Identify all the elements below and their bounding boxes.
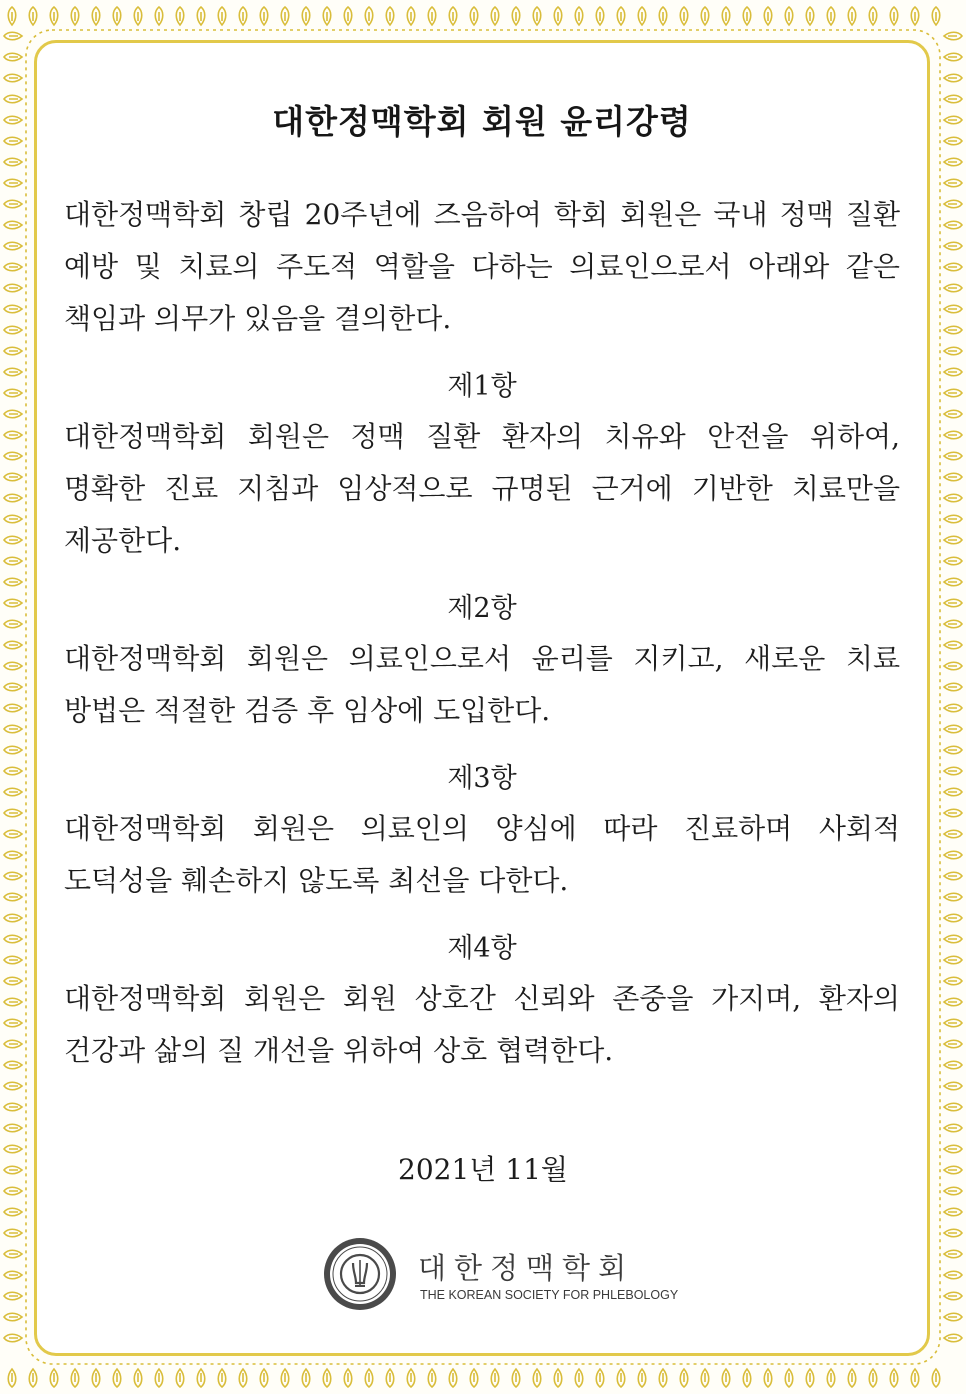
border-ornament: [944, 683, 962, 691]
border-ornament: [4, 809, 22, 817]
border-ornament: [944, 851, 962, 859]
organization-name-korean: 대한정맥학회: [418, 1251, 635, 1285]
border-ornament: [4, 1061, 22, 1069]
border-ornament: [944, 704, 962, 712]
border-ornament: [8, 7, 16, 25]
border-ornament: [323, 1369, 331, 1387]
border-ornament: [944, 242, 962, 250]
organization-name-english: THE KOREAN SOCIETY FOR PHLEBOLOGY: [420, 1288, 679, 1302]
border-ornament: [944, 641, 962, 649]
border-ornament: [4, 662, 22, 670]
document-body: [64, 96, 900, 1077]
border-ornament: [533, 7, 541, 25]
border-ornament: [4, 1103, 22, 1111]
border-ornament: [428, 7, 436, 25]
border-ornament: [944, 872, 962, 880]
border-ornament: [4, 1124, 22, 1132]
border-ornament: [4, 977, 22, 985]
border-ornament: [722, 1369, 730, 1387]
border-ornament: [302, 1369, 310, 1387]
border-ornament: [344, 7, 352, 25]
border-ornament: [512, 7, 520, 25]
border-ornament: [8, 1369, 16, 1387]
article-3: [64, 757, 900, 907]
border-ornament: [4, 620, 22, 628]
border-ornament: [4, 788, 22, 796]
border-ornament: [944, 1208, 962, 1216]
border-ornament: [113, 7, 121, 25]
border-ornament: [4, 536, 22, 544]
border-ornament: [680, 7, 688, 25]
border-ornament: [944, 830, 962, 838]
border-ornament: [4, 32, 22, 40]
border-ornament: [659, 1369, 667, 1387]
border-ornament: [4, 242, 22, 250]
border-ornament: [4, 1250, 22, 1258]
border-ornament: [4, 263, 22, 271]
border-ornament: [944, 977, 962, 985]
border-ornament: [944, 137, 962, 145]
border-ornament: [449, 7, 457, 25]
border-ornament: [944, 1271, 962, 1279]
border-ornament: [4, 830, 22, 838]
border-ornament: [944, 536, 962, 544]
border-ornament: [932, 1369, 940, 1387]
border-ornament: [659, 7, 667, 25]
border-ornament: [4, 179, 22, 187]
border-ornament: [4, 1271, 22, 1279]
border-ornament: [365, 7, 373, 25]
border-ornament: [239, 1369, 247, 1387]
border-ornament: [71, 7, 79, 25]
article-1: [64, 365, 900, 567]
border-ornament: [869, 7, 877, 25]
border-ornament: [785, 1369, 793, 1387]
border-ornament: [260, 1369, 268, 1387]
border-ornament: [944, 767, 962, 775]
border-ornament: [944, 956, 962, 964]
border-ornament: [944, 158, 962, 166]
border-ornament: [302, 7, 310, 25]
border-ornament: [113, 1369, 121, 1387]
border-ornament: [944, 410, 962, 418]
border-ornament: [491, 7, 499, 25]
article-heading: 제3항: [447, 763, 517, 794]
article-text: 대한정맥학회 회원은 정맥 질환 환자의 치유와 안전을 위하여, 명확한 진료 지침과 임상적으로 규명된 근거에 기반한 치료만을 제공한다.: [64, 420, 900, 557]
border-ornament: [944, 1334, 962, 1342]
border-ornament: [4, 116, 22, 124]
border-ornament: [29, 7, 37, 25]
border-ornament: [944, 74, 962, 82]
border-ornament: [575, 7, 583, 25]
border-ornament: [4, 851, 22, 859]
border-ornament: [944, 620, 962, 628]
border-ornament: [638, 7, 646, 25]
border-ornament: [869, 1369, 877, 1387]
border-ornament: [4, 746, 22, 754]
border-ornament: [4, 410, 22, 418]
border-ornament: [4, 494, 22, 502]
border-ornament: [944, 515, 962, 523]
border-ornament: [4, 1334, 22, 1342]
border-ornament: [4, 1229, 22, 1237]
border-ornament: [197, 7, 205, 25]
border-ornament: [281, 1369, 289, 1387]
border-ornament: [944, 431, 962, 439]
article-text: 대한정맥학회 회원은 의료인의 양심에 따라 진료하며 사회적 도덕성을 훼손하지 않도록 최선을 다한다.: [64, 812, 900, 897]
border-ornament: [92, 1369, 100, 1387]
border-ornament: [155, 1369, 163, 1387]
border-ornament: [575, 1369, 583, 1387]
border-ornament: [554, 1369, 562, 1387]
border-ornament: [197, 1369, 205, 1387]
border-ornament: [944, 263, 962, 271]
intro-paragraph: 대한정맥학회 창립 20주년에 즈음하여 학회 회원은 국내 정맥 질환 예방 및 치료의 주도적 역할을 다하는 의료인으로서 아래와 같은 책임과 의무가 있음을 결의한다.: [64, 198, 900, 335]
border-ornament: [4, 893, 22, 901]
border-ornament: [4, 1187, 22, 1195]
border-ornament: [806, 7, 814, 25]
border-ornament: [4, 452, 22, 460]
border-ornament: [944, 914, 962, 922]
border-ornament: [29, 1369, 37, 1387]
border-ornament: [944, 284, 962, 292]
border-ornament: [944, 1250, 962, 1258]
border-ornament: [176, 7, 184, 25]
border-ornament: [4, 431, 22, 439]
border-ornament: [4, 515, 22, 523]
border-ornament: [281, 7, 289, 25]
border-ornament: [4, 389, 22, 397]
border-ornament: [911, 1369, 919, 1387]
border-ornament: [4, 326, 22, 334]
border-ornament: [4, 158, 22, 166]
border-ornament: [944, 599, 962, 607]
border-ornament: [407, 7, 415, 25]
border-ornament: [4, 704, 22, 712]
border-ornament: [4, 1019, 22, 1027]
border-ornament: [4, 914, 22, 922]
border-ornament: [155, 7, 163, 25]
border-ornament: [932, 7, 940, 25]
border-ornament: [4, 557, 22, 565]
border-ornament: [449, 1369, 457, 1387]
border-ornament: [239, 7, 247, 25]
border-ornament: [764, 1369, 772, 1387]
border-ornament: [491, 1369, 499, 1387]
border-ornament: [701, 7, 709, 25]
border-ornament: [365, 1369, 373, 1387]
border-ornament: [176, 1369, 184, 1387]
border-ornament: [944, 893, 962, 901]
border-ornament: [944, 935, 962, 943]
border-ornament: [4, 872, 22, 880]
border-ornament: [4, 1313, 22, 1321]
border-ornament: [4, 284, 22, 292]
border-ornament: [944, 473, 962, 481]
issue-date: 2021년 11월: [398, 1153, 568, 1186]
border-ornament: [944, 389, 962, 397]
border-ornament: [944, 326, 962, 334]
border-ornament: [4, 305, 22, 313]
border-ornament: [386, 7, 394, 25]
border-ornament: [428, 1369, 436, 1387]
border-ornament: [890, 1369, 898, 1387]
border-ornament: [638, 1369, 646, 1387]
border-ornament: [944, 494, 962, 502]
border-ornament: [92, 7, 100, 25]
border-ornament: [944, 1124, 962, 1132]
border-ornament: [785, 7, 793, 25]
border-ornament: [944, 32, 962, 40]
border-ornament: [764, 7, 772, 25]
border-ornament: [944, 179, 962, 187]
border-ornament: [944, 53, 962, 61]
border-ornament: [470, 7, 478, 25]
border-ornament: [848, 1369, 856, 1387]
border-ornament: [4, 641, 22, 649]
border-ornament: [617, 1369, 625, 1387]
border-ornament: [4, 767, 22, 775]
border-ornament: [944, 1292, 962, 1300]
border-ornament: [134, 1369, 142, 1387]
border-ornament: [4, 1040, 22, 1048]
border-ornament: [890, 7, 898, 25]
organization-logo: [322, 1236, 679, 1316]
border-ornament: [386, 1369, 394, 1387]
article-2: [64, 587, 900, 737]
border-ornament: [944, 1040, 962, 1048]
border-ornament: [944, 452, 962, 460]
border-ornament: [911, 7, 919, 25]
border-ornament: [944, 368, 962, 376]
border-ornament: [944, 95, 962, 103]
border-ornament: [4, 473, 22, 481]
border-ornament: [944, 1229, 962, 1237]
border-ornament: [944, 809, 962, 817]
border-ornament: [4, 137, 22, 145]
border-ornament: [4, 683, 22, 691]
border-ornament: [944, 1019, 962, 1027]
border-ornament: [134, 7, 142, 25]
border-ornament: [944, 725, 962, 733]
border-ornament: [944, 200, 962, 208]
border-ornament: [944, 1082, 962, 1090]
border-ornament: [4, 53, 22, 61]
border-ornament: [260, 7, 268, 25]
border-ornament: [806, 1369, 814, 1387]
border-ornament: [944, 221, 962, 229]
border-ornament: [407, 1369, 415, 1387]
article-heading: 제1항: [447, 371, 517, 402]
border-ornament: [944, 116, 962, 124]
article-4: [64, 927, 900, 1077]
border-ornament: [71, 1369, 79, 1387]
article-text: 대한정맥학회 회원은 회원 상호간 신뢰와 존중을 가지며, 환자의 건강과 삶의 질 개선을 위하여 상호 협력한다.: [64, 982, 900, 1067]
border-ornament: [4, 998, 22, 1006]
border-ornament: [4, 725, 22, 733]
border-ornament: [4, 935, 22, 943]
border-ornament: [4, 221, 22, 229]
border-ornament: [944, 998, 962, 1006]
border-ornament: [4, 1208, 22, 1216]
border-ornament: [470, 1369, 478, 1387]
border-ornament: [4, 95, 22, 103]
border-ornament: [944, 662, 962, 670]
border-ornament: [4, 368, 22, 376]
border-ornament: [344, 1369, 352, 1387]
border-ornament: [4, 578, 22, 586]
border-ornament: [4, 200, 22, 208]
border-ornament: [743, 1369, 751, 1387]
border-ornament: [827, 1369, 835, 1387]
border-ornament: [4, 1292, 22, 1300]
border-ornament: [4, 956, 22, 964]
border-ornament: [944, 1103, 962, 1111]
border-ornament: [944, 1313, 962, 1321]
border-ornament: [512, 1369, 520, 1387]
border-ornament: [596, 7, 604, 25]
border-ornament: [50, 1369, 58, 1387]
border-ornament: [944, 557, 962, 565]
society-seal-icon: [322, 1236, 398, 1312]
border-ornament: [944, 1187, 962, 1195]
border-ornament: [722, 7, 730, 25]
border-ornament: [944, 578, 962, 586]
border-ornament: [944, 347, 962, 355]
border-ornament: [848, 7, 856, 25]
border-ornament: [4, 1082, 22, 1090]
border-ornament: [218, 1369, 226, 1387]
border-ornament: [944, 1061, 962, 1069]
border-ornament: [50, 7, 58, 25]
border-ornament: [323, 7, 331, 25]
border-ornament: [827, 7, 835, 25]
article-heading: 제2항: [447, 593, 517, 624]
border-ornament: [554, 7, 562, 25]
border-ornament: [680, 1369, 688, 1387]
border-ornament: [944, 746, 962, 754]
document-title: 대한정맥학회 회원 윤리강령: [272, 102, 692, 141]
border-ornament: [701, 1369, 709, 1387]
border-ornament: [4, 599, 22, 607]
border-ornament: [617, 7, 625, 25]
article-heading: 제4항: [447, 933, 517, 964]
border-ornament: [743, 7, 751, 25]
border-ornament: [218, 7, 226, 25]
border-ornament: [596, 1369, 604, 1387]
border-ornament: [4, 74, 22, 82]
border-ornament: [944, 788, 962, 796]
border-ornament: [944, 305, 962, 313]
border-ornament: [533, 1369, 541, 1387]
border-ornament: [4, 347, 22, 355]
article-text: 대한정맥학회 회원은 의료인으로서 윤리를 지키고, 새로운 치료 방법은 적절한 검증 후 임상에 도입한다.: [64, 642, 900, 727]
